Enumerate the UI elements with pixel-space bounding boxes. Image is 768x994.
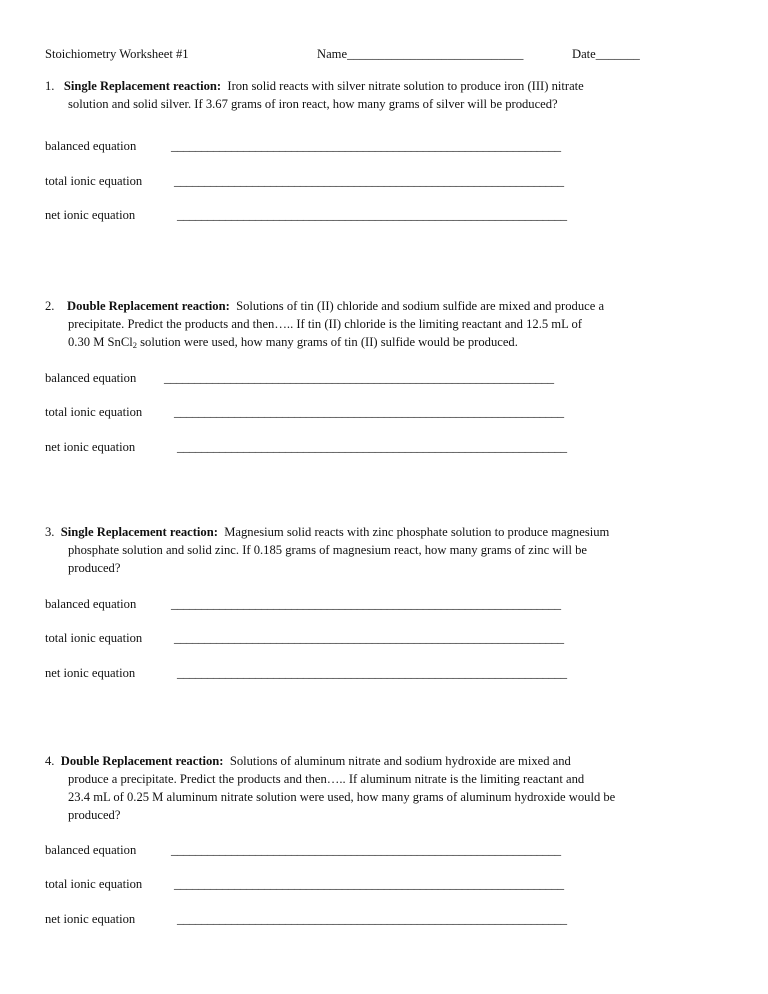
balanced-equation-answer-line[interactable]: _________________________________________________________________: [171, 139, 561, 153]
balanced-equation-label: balanced equation: [45, 597, 137, 611]
total-ionic-equation-answer-line[interactable]: _________________________________________________________________: [174, 174, 564, 188]
question-2: [45, 297, 735, 351]
balanced-equation-label: balanced equation: [45, 843, 137, 857]
formula-subscript: 2: [132, 340, 137, 350]
question-1: [45, 77, 735, 113]
formula-text: 0.30 M SnCl: [68, 335, 133, 349]
question-text: Magnesium solid reacts with zinc phosphate solution to produce magnesium: [224, 525, 610, 539]
total-ionic-equation-label: total ionic equation: [45, 631, 143, 645]
balanced-equation-label: balanced equation: [45, 371, 137, 385]
question-text-rest: solution were used, how many grams of tin (II) sulfide would be produced.: [136, 335, 518, 349]
question-text: Solutions of tin (II) chloride and sodium sulfide are mixed and produce a: [236, 299, 605, 313]
question-text: produced?: [68, 561, 121, 575]
worksheet-title: Stoichiometry Worksheet #1: [45, 47, 189, 61]
question-text: 23.4 mL of 0.25 M aluminum nitrate solution were used, how many grams of aluminum hydroxide would be: [68, 790, 616, 804]
question-text: precipitate. Predict the products and then….. If tin (II) chloride is the limiting reactant and 12.5 mL of: [68, 317, 582, 331]
question-text: Solutions of aluminum nitrate and sodium hydroxide are mixed and: [229, 754, 571, 768]
total-ionic-equation-answer-line[interactable]: _________________________________________________________________: [174, 405, 564, 419]
total-ionic-equation-label: total ionic equation: [45, 877, 143, 891]
reaction-type: Double Replacement reaction:: [67, 299, 230, 313]
net-ionic-equation-label: net ionic equation: [45, 666, 136, 680]
question-text: solution and solid silver. If 3.67 grams of iron react, how many grams of silver will be produced?: [68, 97, 558, 111]
question-text: produce a precipitate. Predict the products and then….. If aluminum nitrate is the limiting reactant and: [68, 772, 585, 786]
question-number: 3.: [45, 525, 55, 539]
net-ionic-equation-answer-line[interactable]: _________________________________________________________________: [177, 440, 567, 454]
total-ionic-equation-answer-line[interactable]: _________________________________________________________________: [174, 877, 564, 891]
question-number: 2.: [45, 299, 55, 313]
total-ionic-equation-label: total ionic equation: [45, 405, 143, 419]
net-ionic-equation-label: net ionic equation: [45, 440, 136, 454]
balanced-equation-label: balanced equation: [45, 139, 137, 153]
question-text: [45, 333, 735, 351]
question-text: phosphate solution and solid zinc. If 0.185 grams of magnesium react, how many grams of zinc will be: [68, 543, 588, 557]
balanced-equation-answer-line[interactable]: _________________________________________________________________: [171, 597, 561, 611]
balanced-equation-answer-line[interactable]: _________________________________________________________________: [164, 371, 554, 385]
net-ionic-equation-answer-line[interactable]: _________________________________________________________________: [177, 666, 567, 680]
net-ionic-equation-label: net ionic equation: [45, 208, 136, 222]
net-ionic-equation-label: net ionic equation: [45, 912, 136, 926]
date-field[interactable]: Date_______: [572, 47, 640, 61]
reaction-type: Single Replacement reaction:: [63, 79, 222, 93]
question-number: 4.: [45, 754, 55, 768]
question-3: [45, 523, 735, 577]
question-text: produced?: [68, 808, 121, 822]
reaction-type: Single Replacement reaction:: [60, 525, 218, 539]
total-ionic-equation-label: total ionic equation: [45, 174, 143, 188]
net-ionic-equation-answer-line[interactable]: _________________________________________________________________: [177, 208, 567, 222]
name-field[interactable]: Name____________________________: [317, 47, 524, 61]
reaction-type: Double Replacement reaction:: [60, 754, 224, 768]
balanced-equation-answer-line[interactable]: _________________________________________________________________: [171, 843, 561, 857]
question-4: [45, 752, 735, 824]
total-ionic-equation-answer-line[interactable]: _________________________________________________________________: [174, 631, 564, 645]
question-number: 1.: [45, 79, 55, 93]
net-ionic-equation-answer-line[interactable]: _________________________________________________________________: [177, 912, 567, 926]
question-text: Iron solid reacts with silver nitrate solution to produce iron (III) nitrate: [227, 79, 584, 93]
